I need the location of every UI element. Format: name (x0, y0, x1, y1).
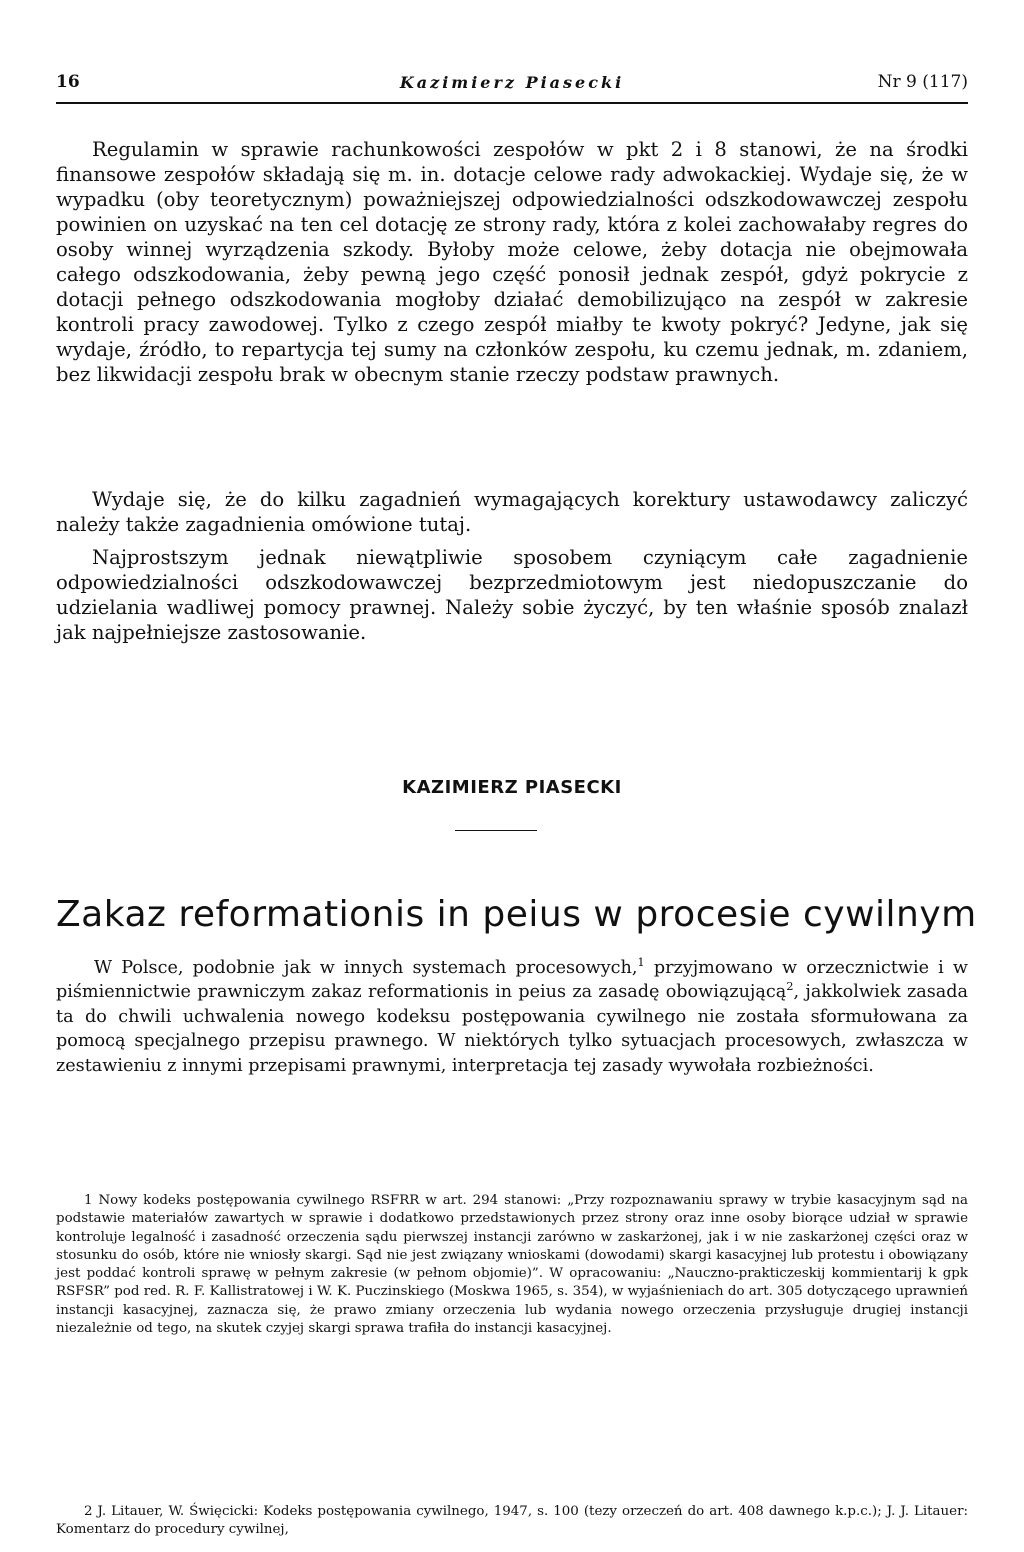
article-title: Zakaz reformationis in peius w procesie cywilnym (56, 894, 977, 935)
issue-number: Nr 9 (117) (877, 72, 968, 92)
page-number: 16 (56, 72, 80, 92)
article-paragraph (56, 956, 968, 1078)
article-author: KAZIMIERZ PIASECKI (402, 777, 622, 798)
footnote-ref-2: 2 (786, 979, 794, 994)
article-text-a: W Polsce, podobnie jak w innych systemach procesowych, (94, 958, 638, 978)
article-text-c: , jakkolwiek zasada ta do chwili uchwalenia nowego kodeksu postępowania cywilnego nie została sformułowana za pomocą specjalnego przepisu prawnego. W niektórych tylko sytuacjach procesowych, zwłaszcza w zestawieniu z innymi przepisami prawnymi, interpretacja tej zasady wywołała rozbieżności. (56, 982, 968, 1076)
running-header (56, 68, 968, 104)
footnote-ref-1: 1 (637, 955, 645, 970)
paragraph-1: Regulamin w sprawie rachunkowości zespołów w pkt 2 i 8 stanowi, że na środki finansowe zespołów składają się m. in. dotacje celowe rady adwokackiej. Wydaje się, że w wypadku (oby teoretycznym) poważniejszej odpowiedzialności odszkodowawczej zespołu powinien on uzyskać na ten cel dotację ze strony rady, która z kolei zachowałaby regres do osoby winnej wyrządzenia szkody. Byłoby może celowe, żeby dotacja nie obejmowała całego odszkodowania, żeby pewną jego część ponosił jednak zespół, gdyż pokrycie z dotacji pełnego odszkodowania mogłoby działać demobilizująco na zespół w zakresie kontroli pracy zawodowej. Tylko z czego zespół miałby te kwoty pokryć? Jedyne, jak się wydaje, źródło, to repartycja tej sumy na członków zespołu, ku czemu jednak, m. zdaniem, bez likwidacji zespołu brak w obecnym stanie rzeczy podstaw prawnych. (56, 138, 968, 386)
article-text-b: przyjmowano w orzecznictwie i w piśmiennictwie prawniczym zakaz reformationis in peius za zasadę obowiązującą (56, 958, 968, 1003)
footnote-2: 2 J. Litauer, W. Święcicki: Kodeks postępowania cywilnego, 1947, s. 100 (tezy orzeczeń do art. 408 dawnego k.p.c.); J. J. Litauer: Komentarz do procedury cywilnej, (56, 1504, 968, 1538)
footnote-1: 1 Nowy kodeks postępowania cywilnego RSFRR w art. 294 stanowi: „Przy rozpoznawaniu sprawy w trybie kasacyjnym sąd na podstawie materiałów zawartych w sprawie i dodatkowo przedstawionych przez strony oraz inne osoby biorące udział w sprawie kontroluje legalność i zasadność orzeczenia sądu pierwszej instancji zarówno w zaskarżonej, jak i w nie zaskarżonej części oraz w stosunku do osób, które nie wniosły skargi. Sąd nie jest związany wnioskami (dowodami) skargi kasacyjnej lub protestu i obowiązany jest poddać kontroli sprawę w pełnym zakresie (w pełnom objomie)”. W opracowaniu: „Nauczno-prakticzeskij kommientarij k gpk RSFSR” pod red. R. F. Kallistratowej i W. K. Puczinskiego (Moskwa 1965, s. 354), w wyjaśnieniach do art. 305 dotyczącego uprawnień instancji kasacyjnej, zaznacza się, że prawo zmiany orzeczenia lub wydania nowego orzeczenia przysługuje drugiej instancji niezależnie od tego, na skutek czyjej skargi sprawa trafiła do instancji kasacyjnej. (56, 1193, 968, 1337)
paragraph-2: Wydaje się, że do kilku zagadnień wymagających korektury ustawodawcy zaliczyć należy także zagadnienia omówione tutaj. (56, 488, 968, 536)
divider (455, 830, 537, 831)
running-author: Kazimierz Piasecki (399, 73, 625, 92)
paragraph-3: Najprostszym jednak niewątpliwie sposobem czyniącym całe zagadnienie odpowiedzialności odszkodowawczej bezprzedmiotowym jest niedopuszczanie do udzielania wadliwej pomocy prawnej. Należy sobie życzyć, by ten właśnie sposób znalazł jak najpełniejsze zastosowanie. (56, 546, 968, 644)
